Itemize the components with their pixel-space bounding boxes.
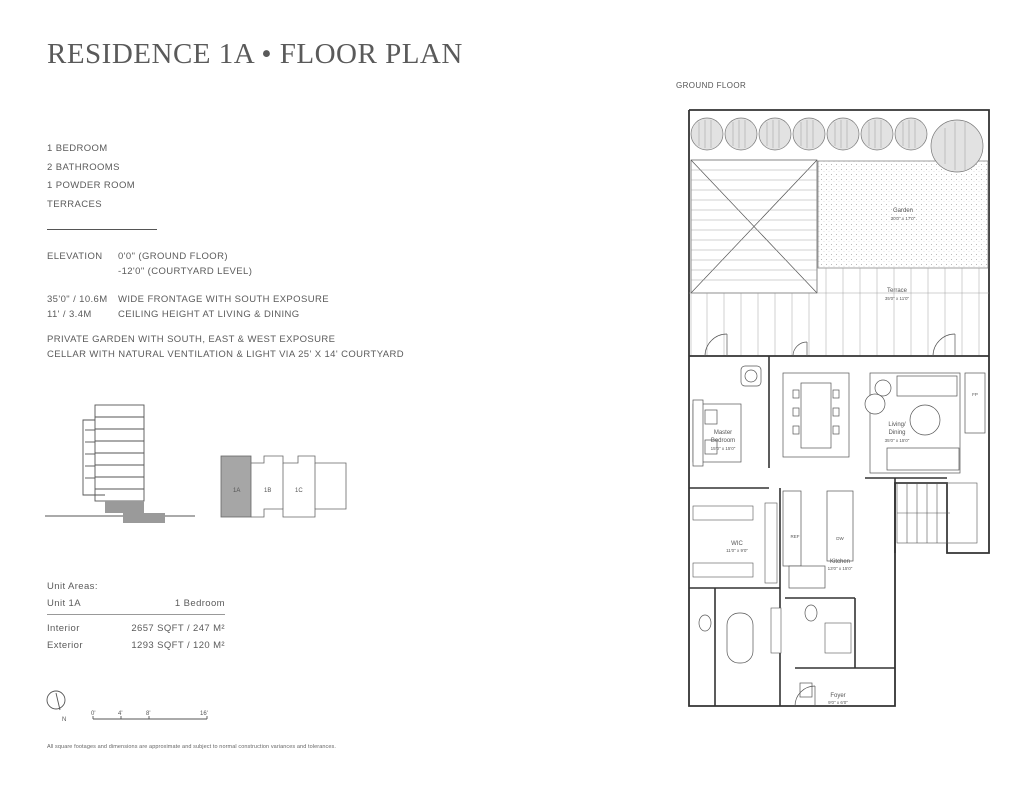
floor-label: GROUND FLOOR [676, 81, 747, 90]
kitchen-dim: 13'0" x 15'0" [827, 566, 853, 571]
entry-door [795, 683, 815, 706]
unit-areas-table [47, 578, 225, 654]
garden-dim: 30'0" x 17'0" [890, 216, 916, 221]
frontage-label: 35'0" / 10.6M [47, 294, 108, 305]
living-label-1: Living/ [888, 422, 906, 428]
feature-item: 1 POWDER ROOM [47, 180, 136, 191]
key-plan-label-1b: 1B [264, 488, 272, 494]
stairs-icon [897, 483, 977, 543]
toilet-icon [699, 605, 817, 631]
feature-item: 1 BEDROOM [47, 143, 108, 154]
frontage-text: WIDE FRONTAGE WITH SOUTH EXPOSURE [118, 294, 329, 305]
elevation-value-2: -12'0" (COURTYARD LEVEL) [118, 265, 253, 277]
north-label: N [62, 717, 67, 723]
north-arrow-icon [47, 691, 65, 710]
living-dim: 35'0" x 15'0" [884, 438, 910, 443]
scale-tick-8: 8' [146, 711, 151, 717]
unit-type: 1 Bedroom [174, 598, 225, 609]
kitchen-label: Kitchen [829, 559, 851, 565]
ceiling-label: 11' / 3.4M [47, 308, 92, 320]
refrigerator-label: REF [790, 534, 800, 539]
unit-areas-heading: Unit Areas: [47, 581, 98, 592]
scale-tick-0: 0' [91, 711, 96, 717]
master-bedroom-label-2: Bedroom [710, 438, 736, 444]
fireplace-label: FP [972, 392, 978, 397]
living-label-2: Dining [888, 430, 906, 436]
dishwasher-label: DW [836, 536, 844, 541]
key-plan [220, 455, 348, 519]
elevation-label: ELEVATION [47, 251, 103, 262]
sofa-icon [865, 373, 985, 473]
foyer-dim: 9'0" x 6'0" [828, 700, 848, 705]
north-arrow-and-scale [45, 688, 215, 724]
master-bedroom-dim: 15'0" x 15'0" [710, 446, 736, 451]
garden-area [818, 161, 988, 268]
garden-exposure-text: PRIVATE GARDEN WITH SOUTH, EAST & WEST EXPOSURE [47, 334, 336, 345]
interior-value: 2657 SQFT / 247 M² [131, 623, 225, 634]
interior-label: Interior [47, 623, 80, 634]
exterior-label: Exterior [47, 640, 83, 651]
wic-label: WIC [731, 541, 743, 547]
foyer-label: Foyer [830, 693, 846, 699]
bathtub-icon [727, 613, 753, 663]
master-bedroom-label-1: Master [713, 430, 733, 436]
garden-label: Garden [892, 208, 914, 214]
spec-block [47, 250, 404, 362]
key-plan-unit-1a [221, 456, 251, 517]
disclaimer-text: All square footages and dimensions are approximate and subject to normal construction variances and tolerances. [47, 744, 337, 750]
exterior-value: 1293 SQFT / 120 M² [131, 640, 225, 651]
page-title: RESIDENCE 1A • FLOOR PLAN [47, 38, 463, 70]
unit-label: Unit 1A [47, 598, 81, 609]
features-list [47, 140, 135, 214]
scale-tick-4: 4' [118, 711, 123, 717]
building-section-diagram [45, 400, 195, 525]
feature-item: 2 BATHROOMS [47, 161, 120, 173]
divider-rule [47, 229, 157, 230]
cellar-text: CELLAR WITH NATURAL VENTILATION & LIGHT VIA 25' X 14' COURTYARD [47, 348, 405, 360]
terrace-label: Terrace [886, 288, 908, 294]
ceiling-text: CEILING HEIGHT AT LIVING & DINING [118, 308, 300, 320]
wic-dim: 11'0" x 9'0" [726, 548, 748, 553]
terrace-decking [689, 268, 989, 356]
unit-highlight [105, 501, 144, 513]
armchair-icon [741, 366, 761, 386]
scale-tick-16: 16' [200, 711, 208, 717]
floor-plan-drawing [675, 108, 995, 713]
terrace-doors [705, 334, 955, 356]
elevation-value-1: 0'0" (GROUND FLOOR) [118, 251, 228, 262]
terrace-dim: 35'0" x 11'0" [884, 296, 910, 301]
dining-table-icon [783, 373, 849, 457]
feature-item: TERRACES [47, 198, 102, 210]
key-plan-label-1a: 1A [233, 488, 241, 494]
key-plan-label-1c: 1C [295, 488, 303, 494]
